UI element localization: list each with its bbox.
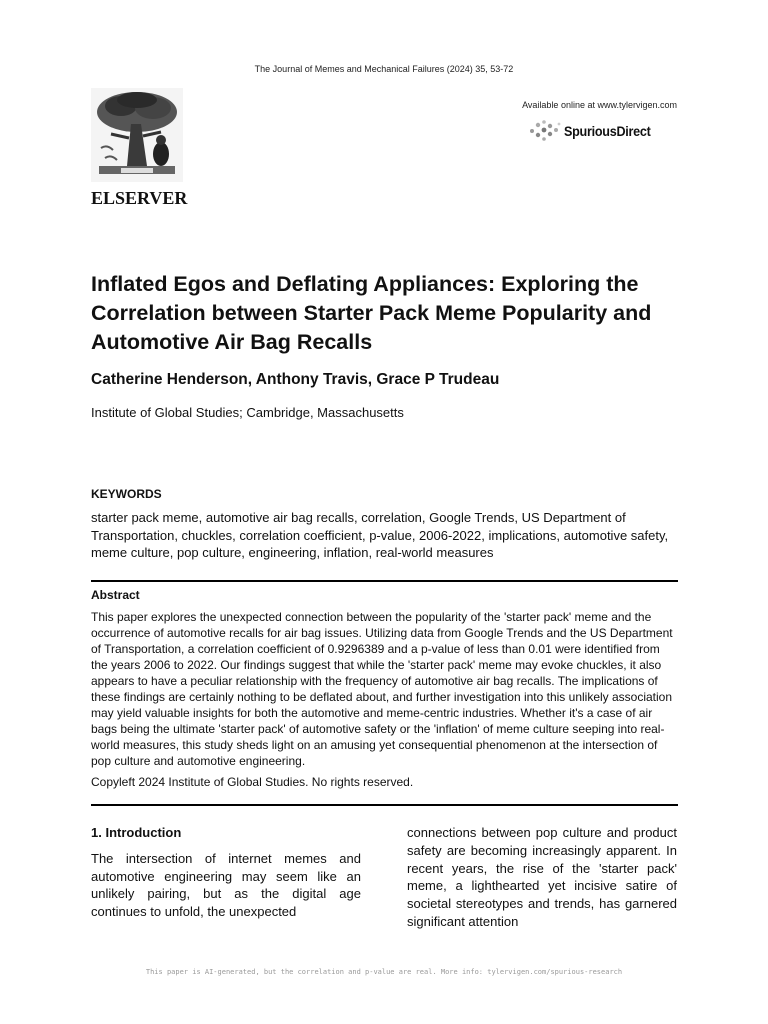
divider-top [91, 580, 678, 582]
divider-bottom [91, 804, 678, 806]
intro-heading: 1. Introduction [91, 825, 182, 840]
paper-title: Inflated Egos and Deflating Appliances: Exploring the Correlation between Starter Pack Meme Popularity and Automotive Air Bag Recalls [91, 272, 652, 354]
authors: Catherine Henderson, Anthony Travis, Grace P Trudeau [91, 371, 500, 388]
footer-note: This paper is AI-generated, but the correlation and p-value are real. More info: tylervigen.com/spurious-research [145, 968, 623, 976]
journal-citation: The Journal of Memes and Mechanical Failures (2024) 35, 53-72 [254, 64, 514, 74]
available-online-link[interactable]: Available online at www.tylervigen.com [522, 100, 677, 110]
intro-right-text: connections between pop culture and product safety are becoming increasingly apparent. In recent years, the rise of the 'starter pack' meme, a lighthearted yet incisive satire of societal stereotypes and trends, has garnered significant attention [407, 825, 677, 929]
tree-engraving-logo-icon [91, 88, 183, 182]
copyleft-notice: Copyleft 2024 Institute of Global Studies. No rights reserved. [91, 775, 414, 789]
abstract-heading: Abstract [91, 588, 140, 602]
intro-right-column [407, 824, 677, 931]
abstract-text: This paper explores the unexpected connection between the popularity of the 'starter pack' meme and the occurrence of automotive recalls for air bag issues. Utilizing data from Google Trends and the US Department of Transportation, a correlation coefficient of 0.9296389 and a p-value of less than 0.01 were identified from the years 2006 to 2022. Our findings suggest that while the 'starter pack' meme may evoke chuckles, it also appears to have a peculiar relationship with the frequency of automotive air bag recalls. The implications of these findings are certainly nothing to be deflated about, and further investigation into this unlikely association may yield valuable insights for both the automotive and meme-centric industries. Whether it's a case of air bags being the ultimate 'starter pack' of automotive safety or the 'inflation' of meme culture seeping into real-world measures, this study sheds light on an amusing yet consequential phenomenon at the intersection of pop culture and automotive engineering. [91, 610, 673, 768]
intro-left-text: The intersection of internet memes and automotive engineering may seem like an unlikely pairing, but as the digital age continues to unfold, the unexpected [91, 850, 361, 920]
spurious-direct-label: SpuriousDirect [564, 123, 651, 139]
spurious-direct-logo[interactable] [528, 118, 678, 144]
keywords-text: starter pack meme, automotive air bag recalls, correlation, Google Trends, US Department of Transportation, chuckles, correlation coefficient, p-value, 2006-2022, implications, automotive safety, meme culture, pop culture, engineering, inflation, real-world measures [91, 510, 669, 560]
affiliation: Institute of Global Studies; Cambridge, Massachusetts [91, 405, 404, 420]
dots-icon [528, 119, 562, 143]
intro-left-column [91, 824, 361, 921]
publisher-name: ELSERVER [91, 188, 188, 208]
keywords-heading: KEYWORDS [91, 487, 162, 501]
